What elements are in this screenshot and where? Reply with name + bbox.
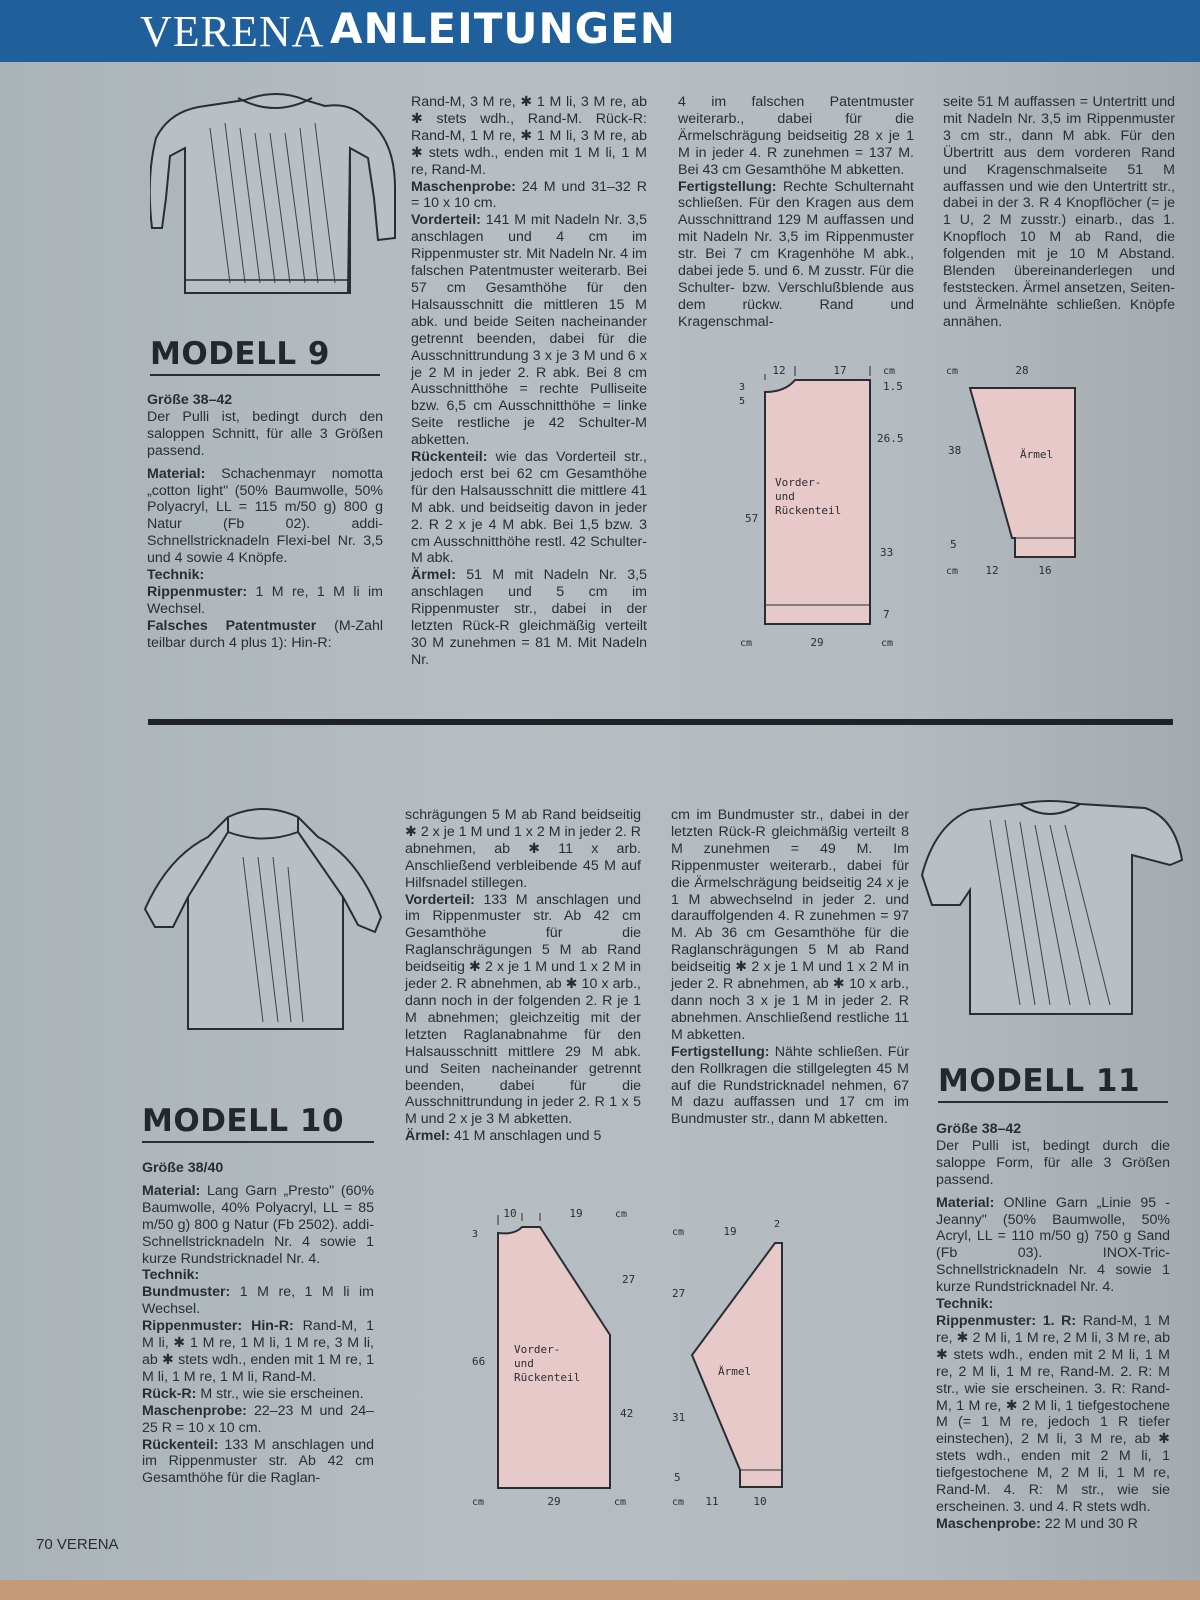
m9-fit-note: Der Pulli ist, bedingt durch den saloppen Schnitt, für alle 3 Größen passend. — [147, 408, 383, 459]
m11-fit-note: Der Pulli ist, bedingt durch die saloppe Form, für alle 3 Größen passend. — [936, 1137, 1170, 1188]
m10-schematic-label-3: Rückenteil — [514, 1371, 581, 1384]
m10-body-schematic — [470, 1205, 645, 1510]
m11-maschenprobe: Maschenprobe: 22 M und 30 R — [936, 1515, 1138, 1532]
m10-material: Material: Lang Garn „Presto" (60% Baumwolle, 40% Polyacryl, LL = 85 m/50 g) 800 g Natur (Fb 2502). addi-Schnellstricknadeln Nr. 4 sowie 1 kurze Rundstricknadel Nr. 4. — [142, 1182, 374, 1267]
m9-dim-top-1: 12 — [772, 364, 786, 377]
m9-dim-bottom-unit-left: cm — [740, 638, 753, 649]
m9-schematic-label-2: und — [775, 490, 795, 503]
modell-11-text-col — [936, 1121, 1170, 1533]
m10-sleeve-top-1: 19 — [723, 1225, 737, 1238]
modell-10-text-col-1 — [142, 1160, 374, 1487]
m9-sleeve-bottom-2: 16 — [1038, 564, 1052, 577]
m10-rueckenteil: Rückenteil: 133 M anschlagen und im Rippenmuster str. Ab 42 cm Gesamthöhe für die Raglan- — [142, 1436, 374, 1487]
m9-sleeve-top-1: 28 — [1015, 364, 1029, 377]
m10-sleeve-label: Ärmel — [718, 1365, 752, 1378]
page-edge — [0, 1580, 1200, 1600]
m10-dim-left-1: 3 — [472, 1229, 479, 1240]
section-title: ANLEITUNGEN — [330, 4, 676, 53]
m10-rueck-r: Rück-R: M str., wie sie erscheinen. — [142, 1385, 364, 1402]
modell-10-title: MODELL 10 — [142, 1103, 374, 1143]
m9-sleeve-left-2: 5 — [950, 538, 957, 551]
modell-10-text-col-3 — [671, 807, 909, 1128]
m9-dim-left-2: 5 — [739, 396, 746, 407]
m9-sleeve-bottom-unit: cm — [946, 566, 959, 577]
m11-material: Material: ONline Garn „Linie 95 - Jeanny" (50% Baumwolle, 50% Acryl, LL = 110 m/50 g) 750 g Sand (Fb 03). INOX-Tric-Schnellstricknadeln Nr. 4 sowie 1 kurze Rundstricknadel Nr. 4. — [936, 1194, 1170, 1296]
m9-schematic-label-1: Vorder- — [775, 476, 822, 489]
m10-rueckenteil-cont: schrägungen 5 M ab Rand beidseitig ✱ 2 x je 1 M und 1 x 2 M in jeder 2. R abnehmen, ab ✱ 11 x arb. Anschließend verbleibende 45 M auf Hilfsnadel stillegen. — [405, 807, 641, 891]
m9-dim-right-1: 1.5 — [883, 380, 903, 393]
m9-rippenmuster: Rippenmuster: 1 M re, 1 M li im Wechsel. — [147, 583, 383, 617]
m9-dim-top-2: 17 — [833, 364, 847, 377]
m9-fertigstellung: Fertigstellung: Rechte Schulternaht schließen. Für den Kragen aus dem Ausschnittrand 129 M auffassen und mit Nadeln Nr. 3,5 im Rippenmuster str. Bei 7 cm Kragenhöhe M abk., dabei jede 5. und 6. M zusstr. Für die Schulter- bzw. Verschlußblende aus dem rückw. Rand und Kragenschmal- — [678, 178, 914, 330]
m10-dim-top-2: 19 — [569, 1207, 583, 1220]
m10-dim-right-2: 42 — [620, 1407, 634, 1420]
m10-schematic-label-2: und — [514, 1357, 534, 1370]
m9-fertigstellung-cont: seite 51 M auffassen = Untertritt und mit Nadeln Nr. 3,5 im Rippenmuster 3 cm str., dann M abk. Für den Übertritt aus dem vorderen Rand und Kragenschmalseite 51 M auffassen und wie den Untertritt str., dabei in der 3. R 4 Knopflöcher (= je 1 U, 2 M zusstr.) einarb., das 1. Knopfloch 10 M ab Rand, die folgenden mit je 10 M Abstand. Blenden übereinanderlegen und feststecken. Ärmel ansetzen, Seiten- und Ärmelnähte schließen. Knöpfe annähen. — [943, 94, 1175, 330]
m10-dim-top-1: 10 — [503, 1207, 517, 1220]
m10-technik: Technik: — [142, 1267, 200, 1284]
m10-sleeve-top-2: 2 — [774, 1219, 781, 1230]
m9-dim-right-2: 26.5 — [877, 432, 904, 445]
m9-aermel-cont: 4 im falschen Patentmuster weiterarb., dabei für die Ärmelschrägung beidseitig 28 x je 1 M in jeder 4. R zunehmen = 137 M. Bei 43 cm Gesamthöhe M abketten. — [678, 94, 914, 178]
m10-schematic-label-1: Vorder- — [514, 1343, 561, 1356]
m10-aermel-cont: cm im Bundmuster str., dabei in der letzten Rück-R gleichmäßig verteilt 8 M zunehmen = 49 M. Im Rippenmuster weiterarb., dabei für die Ärmelschrägung beidseitig 24 x je 1 M abwechselnd in jeder 2. und darauffolgenden 4. R zunehmen = 97 M. Ab 36 cm Gesamthöhe für die Raglanschrägungen 5 M ab Rand beidseitig ✱ 2 x je 1 M und 1 x 2 M in jeder 2. R abnehmen, ab ✱ 10 x arb., dann noch 3 x je 1 M in jeder 2. R abnehmen. Anschließend restliche 11 M abketten. — [671, 807, 909, 1043]
m9-dim-left-3: 57 — [745, 512, 759, 525]
m10-dim-left-2: 66 — [472, 1355, 486, 1368]
m10-sleeve-bottom-2: 10 — [753, 1495, 767, 1508]
m9-dim-top-unit: cm — [883, 366, 896, 377]
m9-technik: Technik: — [147, 567, 205, 584]
m9-dim-right-3: 33 — [880, 546, 894, 559]
m9-body-schematic — [735, 362, 910, 657]
modell-9-text-col-4 — [943, 94, 1175, 331]
m9-schematic-label-3: Rückenteil — [775, 504, 842, 517]
m9-sleeve-label: Ärmel — [1020, 448, 1054, 461]
m10-fertigstellung: Fertigstellung: Nähte schließen. Für den Rollkragen die stillgelegten 45 M auf die Rundstricknadel nehmen, 67 M dazu auffassen und 17 cm im Bundmuster str., dann M abketten. — [671, 1043, 909, 1128]
m9-dim-bottom-1: 29 — [810, 636, 824, 649]
m10-size: Größe 38/40 — [142, 1160, 224, 1176]
m10-sleeve-left-3: 5 — [674, 1471, 681, 1484]
m11-technik: Technik: — [936, 1296, 994, 1313]
m9-dim-right-4: 7 — [883, 608, 890, 621]
section-divider — [148, 719, 1173, 725]
m9-vorderteil: Vorderteil: 141 M mit Nadeln Nr. 3,5 anschlagen und 4 cm im Rippenmuster str. Mit Nadeln Nr. 4 im falschen Patentmuster weiterarb. Bei 57 cm Gesamthöhe für den Halsausschnitt die mittleren 15 M abk. und beide Seiten nacheinander getrennt beenden, dabei für die Ausschnittrundung 3 x je 3 M und 6 x je 2 M in jeder 2. R abk. Bei 8 cm Ausschnitthöhe = rechte Pulliseite bzw. 6,5 cm Ausschnitthöhe = linke Seite restliche je 42 Schulter-M abketten. — [411, 212, 647, 449]
m9-aermel: Ärmel: 51 M mit Nadeln Nr. 3,5 anschlagen und 5 cm im Rippenmuster str., dabei in der letzten Rück-R gleichmäßig verteilt 30 M zunehmen = 81 M. Mit Nadeln Nr. — [411, 567, 647, 668]
modell-11-title: MODELL 11 — [938, 1063, 1168, 1103]
sweater-10-illustration — [143, 797, 388, 1037]
m10-sleeve-left-1: 27 — [672, 1287, 686, 1300]
m10-dim-top-unit: cm — [615, 1209, 628, 1220]
page-header — [0, 0, 1200, 62]
m10-maschenprobe: Maschenprobe: 22–23 M und 24–25 R = 10 x 10 cm. — [142, 1402, 374, 1436]
m10-dim-bottom-1: 29 — [547, 1495, 561, 1508]
modell-9-text-col-2 — [411, 94, 647, 669]
sweater-9-illustration — [150, 88, 405, 303]
modell-9-title: MODELL 9 — [150, 336, 380, 376]
m9-material: Material: Schachenmayr nomotta „cotton light" (50% Baumwolle, 50% Polyacryl, LL = 115 m/50 g) 800 g Natur (Fb 02). addi-Schnellstricknadeln Flexi-bel Nr. 3,5 und 4 sowie 4 Knöpfe. — [147, 465, 383, 567]
m10-sleeve-left-2: 31 — [672, 1411, 686, 1424]
m9-pattern-rows: Rand-M, 3 M re, ✱ 1 M li, 3 M re, ab ✱ stets wdh., Rand-M. Rück-R: Rand-M, 1 M re, ✱ 1 M li, 3 M re, ab ✱ stets wdh., enden mit 1 M li, 1 M re, Rand-M. — [411, 94, 647, 178]
m10-sleeve-schematic — [670, 1215, 795, 1510]
m10-dim-right-1: 27 — [622, 1273, 636, 1286]
magazine-brand: VERENA — [140, 7, 325, 56]
m10-sleeve-bottom-unit: cm — [672, 1497, 685, 1508]
m9-sleeve-schematic — [940, 362, 1080, 587]
m9-rueckenteil: Rückenteil: wie das Vorderteil str., jedoch erst bei 62 cm Gesamthöhe für den Halsausschnitt die mittlere 41 M abk. und beidseitig davon in jeder 2. R 2 x je 4 M abk. Bei 1,5 bzw. 3 cm Ausschnitthöhe restl. 42 Schulter-M abk. — [411, 449, 647, 567]
m9-size: Größe 38–42 — [147, 392, 233, 408]
sweater-11-illustration — [920, 800, 1185, 1020]
m10-sleeve-top-unit: cm — [672, 1227, 685, 1238]
m9-patentmuster: Falsches Patentmuster (M-Zahl teilbar durch 4 plus 1): Hin-R: — [147, 617, 383, 651]
m10-rippenmuster: Rippenmuster: Hin-R: Rand-M, 1 M li, ✱ 1 M re, 1 M li, 1 M re, 3 M li, ab ✱ stets wdh., enden mit 1 M re, 1 M li, 1 M re, 1 M li, Rand-M. — [142, 1318, 374, 1385]
m10-dim-bottom-unit-left: cm — [472, 1497, 485, 1508]
m10-bundmuster: Bundmuster: 1 M re, 1 M li im Wechsel. — [142, 1284, 374, 1318]
page-footer: 70 VERENA — [36, 1536, 119, 1553]
modell-9-text-col-3 — [678, 94, 914, 331]
m9-maschenprobe: Maschenprobe: 24 M und 31–32 R = 10 x 10 cm. — [411, 178, 647, 212]
m11-rippenmuster: Rippenmuster: 1. R: Rand-M, 1 M re, ✱ 2 M li, 1 M re, 2 M li, 3 M re, ab ✱ stets wdh., enden mit 2 M li, 1 M re, 2 M li, 1 M re, Rand-M. 2. R: M str., wie sie erscheinen. 3. R: Rand-M, 1 M re, ✱ 2 M li, 1 tiefgestochene M (= 1 M re, jedoch 1 R tiefer einstechen), 2 M li, 3 M re, ab ✱ stets wdh., enden mit 2 M li, 1 tiefgestochene M, 2 M li, 1 M re, Rand-M. 4. R: M str., wie sie erscheinen. 3. und 4. R stets wdh. — [936, 1312, 1171, 1515]
m9-sleeve-left-1: 38 — [948, 444, 962, 457]
m9-sleeve-top-unit: cm — [946, 366, 959, 377]
m9-dim-left-1: 3 — [739, 382, 746, 393]
modell-10-text-col-2 — [405, 807, 641, 1145]
m10-aermel: Ärmel: 41 M anschlagen und 5 — [405, 1128, 602, 1145]
modell-9-text-col-1 — [147, 392, 383, 652]
m10-vorderteil: Vorderteil: 133 M anschlagen und im Rippenmuster str. Ab 42 cm Gesamthöhe für die Raglanschrägungen 5 M ab Rand beidseitig ✱ 2 x je 1 M und 1 x 2 M in jeder 2. R abnehmen, ab ✱ 10 x arb., dann noch in der folgenden 2. R je 1 M abnehmen; gleichzeitig mit der letzten Raglanabnahme für den Halsausschnitt mittlere 29 M abk. und Seiten nacheinander getrennt beenden, dabei für die Ausschnittrundung in jeder 2. R 1 x 5 M und 2 x je 3 M abketten. — [405, 891, 641, 1128]
m10-sleeve-bottom-1: 11 — [705, 1495, 719, 1508]
m11-size: Größe 38–42 — [936, 1121, 1022, 1137]
m10-dim-bottom-unit-right: cm — [614, 1497, 627, 1508]
m9-dim-right-unit: cm — [881, 638, 894, 649]
m9-sleeve-bottom-1: 12 — [985, 564, 999, 577]
